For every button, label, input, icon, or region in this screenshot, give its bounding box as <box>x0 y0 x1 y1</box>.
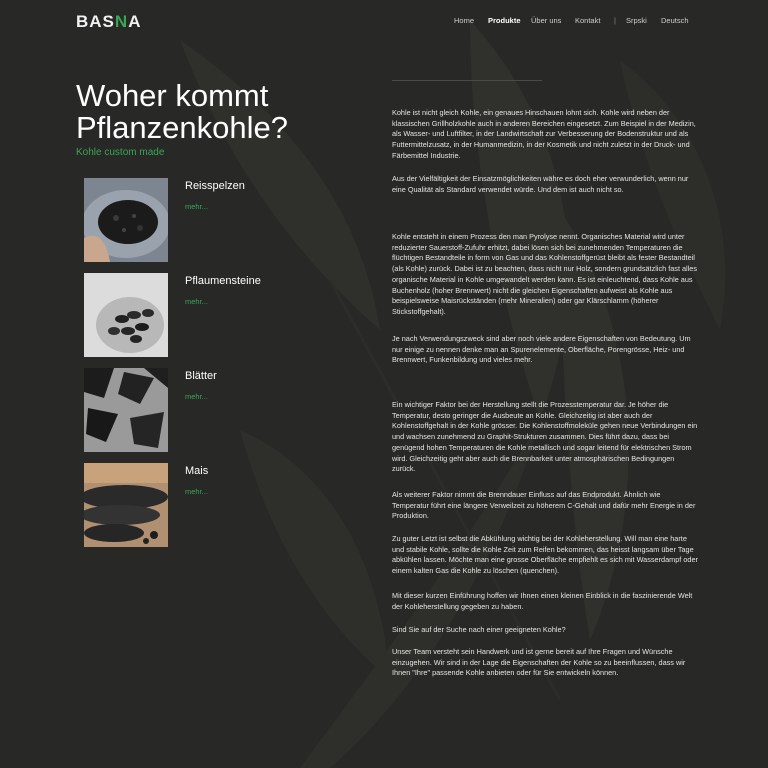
material-item-mais <box>84 463 374 547</box>
article-paragraph: Als weiterer Faktor nimmt die Brenndauer Einfluss auf das Endprodukt. Ähnlich wie Temperatur führt eine längere Verweilzeit zu höherem C-Gehalt und dafür mehr Energie in der Produktion. <box>392 490 696 521</box>
article-paragraph: Kohle ist nicht gleich Kohle, ein genaues Hinschauen lohnt sich. Kohle wird neben der klassischen Grillholzkohle auch in anderen Bereichen eingesetzt. Zum Beispiel in der Medizin, als Wasser- und Luftfilter, in der Landwirtschaft zur Verbesserung der Bodenstruktur und als Futtermittelzusatz, in der Humanmedizin, in der Kosmetik und nicht zuletzt in der Druck- und Färbemittel Industrie. <box>392 108 696 160</box>
material-title: Blätter <box>185 370 217 382</box>
article-paragraph: Sind Sie auf der Suche nach einer geeigneten Kohle? <box>392 625 566 634</box>
article-paragraph: Zu guter Letzt ist selbst die Abkühlung wichtig bei der Kohleherstellung. Will man eine harte und stabile Kohle, sollte die Kohle Zeit zum Reifen bekommen, das heisst langsam über Tage abkühlen lassen. Möchte man eine grosse Oberfläche empfiehlt es sich mit Wasserdampf oder einem kalten Gas die Kohle zu löschen (quenchen). <box>392 534 698 576</box>
material-item-pflaumensteine <box>84 273 374 357</box>
nav-item-kontakt[interactable]: Kontakt <box>575 16 601 25</box>
material-item-blaetter <box>84 368 374 452</box>
article-paragraph: Je nach Verwendungszweck sind aber noch viele andere Eigenschaften von Bedeutung. Um nur einige zu nennen denke man an Spurenelemente, Oberfläche, Porengrösse, Heiz- und Brennwert, Funkenbildung und vieles mehr. <box>392 334 691 365</box>
mais-image[interactable] <box>84 463 168 547</box>
material-title: Reisspelzen <box>185 180 245 192</box>
more-link[interactable]: mehr... <box>185 392 208 401</box>
nav-item-ueber-uns[interactable]: Über uns <box>531 16 562 25</box>
blaetter-image[interactable] <box>84 368 168 452</box>
article-paragraph: Kohle entsteht in einem Prozess den man Pyrolyse nennt. Organisches Material wird unter reduzierter Sauerstoff-Zufuhr erhitzt, dabei lösen sich bei zunehmenden Temperaturen die flüchtigen Bestandteile in form von Gas und das Kohlenstoffgerüst bleibt als fester Bestandteil (als Kohle) zurück. Dabei ist zu beachten, dass nicht nur Holz, sondern grundsätzlich fast alles organische Material in Kohle umgewandelt werden kann. Es ist einleuchtend, dass Kohle aus Buchenholz (hoher Brennwert) nicht die gleichen Eigenschaften aufweist als Kohle aus beispielsweise Maisrückständen (mehr Mineralien) oder gar Klärschlamm (höherer Stickstoffgehalt). <box>392 232 698 316</box>
nav-item-produkte[interactable]: Produkte <box>488 16 521 25</box>
nav-item-home[interactable]: Home <box>454 16 475 25</box>
divider-line <box>392 80 542 81</box>
logo-text-end: A <box>128 12 142 31</box>
article-paragraph: Ein wichtiger Faktor bei der Herstellung stellt die Prozesstemperatur dar. Je höher die Temperatur, desto geringer die Ausbeute an Kohle. Gleichzeitig ist aber auch der Kohlenstoffgehalt in der Kohle grösser. Die Kohlenstoffmoleküle gehen neue Verbindungen ein und wachsen zunehmend zu Graphit-Strukturen zusammen. Dies führt dazu, dass bei genügend hohen Temperaturen die Kohle metallisch und sogar leitend für elektrischen Strom wird. Gleichzeitig geht aber auch die Brennbarkeit unter atmosphärischen Bedingungen zurück. <box>392 400 698 474</box>
site-logo[interactable] <box>76 12 141 32</box>
material-title: Pflaumensteine <box>185 275 261 287</box>
article-paragraph: Mit dieser kurzen Einführung hoffen wir Ihnen einen kleinen Einblick in die faszinierende Welt der Kohleherstellung gegeben zu haben. <box>392 591 693 611</box>
reisspelzen-image[interactable] <box>84 178 168 262</box>
lang-srpski[interactable]: Srpski <box>626 16 647 25</box>
material-title: Mais <box>185 465 209 477</box>
lang-deutsch[interactable]: Deutsch <box>661 16 689 25</box>
article-paragraph: Unser Team versteht sein Handwerk und ist gerne bereit auf Ihre Fragen und Wünsche einzugehen. Wir sind in der Lage die Eigenschaften der Kohle so zu beeinflussen, dass wir Ihnen "Ihre" passende Kohle anbieten oder für Sie entwickeln können. <box>392 647 686 678</box>
logo-text-accent: N <box>114 12 129 31</box>
more-link[interactable]: mehr... <box>185 202 208 211</box>
site-header <box>0 0 768 44</box>
nav-separator: | <box>614 16 616 25</box>
more-link[interactable]: mehr... <box>185 297 208 306</box>
article-paragraph: Aus der Vielfältigkeit der Einsatzmöglichkeiten währe es doch eher verwunderlich, wenn nur eine Qualität als Standard verwendet würde. Und dem ist auch nicht so. <box>392 174 689 194</box>
page-subtitle: Kohle custom made <box>76 147 165 158</box>
pflaumensteine-image[interactable] <box>84 273 168 357</box>
material-item-reisspelzen <box>84 178 374 262</box>
page-title: Woher kommt Pflanzenkohle? <box>76 78 288 145</box>
logo-text-start: BAS <box>76 12 115 31</box>
more-link[interactable]: mehr... <box>185 487 208 496</box>
